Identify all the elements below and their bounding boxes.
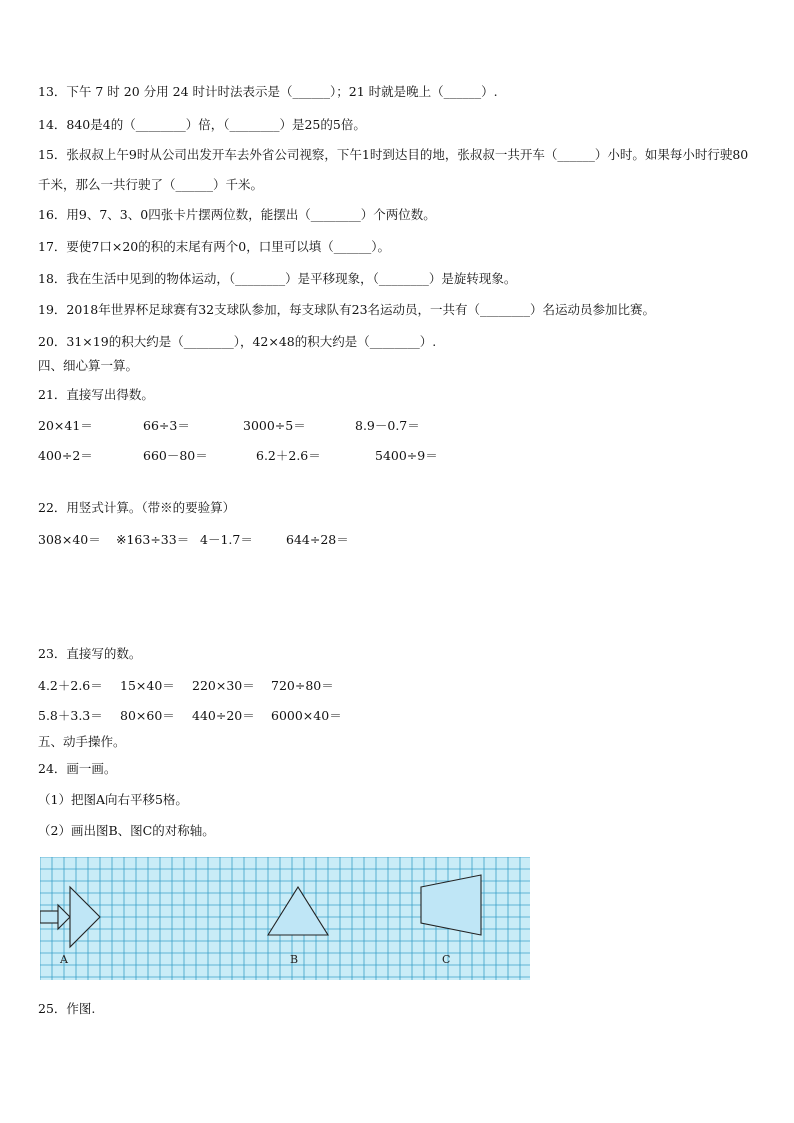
calc-item: 308×40＝ (38, 532, 101, 547)
calc-item: 720÷80＝ (271, 678, 334, 693)
calc-item: 15×40＝ (120, 678, 175, 693)
calc-item: 4－1.7＝ (200, 532, 253, 547)
calc-item: 4.2＋2.6＝ (38, 678, 103, 693)
calc-item: 644÷28＝ (286, 532, 349, 547)
calc-item: ※163÷33＝ (116, 532, 190, 547)
question-19: 19．2018年世界杯足球赛有32支球队参加，每支球队有23名运动员，一共有（________）名运动员参加比赛。 (38, 302, 656, 317)
calc-item: 80×60＝ (120, 708, 175, 723)
grid-figure (40, 857, 530, 980)
question-25: 25．作图. (38, 1001, 96, 1016)
question-18: 18．我在生活中见到的物体运动，（________）是平移现象，（________）是旋转现象。 (38, 271, 517, 286)
question-24-title: 24．画一画。 (38, 761, 117, 776)
section-4-heading: 四、细心算一算。 (38, 358, 139, 373)
question-16: 16．用9、7、3、0四张卡片摆两位数，能摆出（________）个两位数。 (38, 207, 436, 222)
calc-item: 20×41＝ (38, 418, 93, 433)
calc-item: 660－80＝ (143, 448, 208, 463)
question-23-title: 23．直接写的数。 (38, 646, 142, 661)
question-14: 14．840是4的（________）倍，（________）是25的5倍。 (38, 117, 366, 132)
calc-item: 66÷3＝ (143, 418, 190, 433)
question-24-sub-1: （1）把图A向右平移5格。 (38, 792, 188, 807)
calc-item: 3000÷5＝ (243, 418, 306, 433)
section-5-heading: 五、动手操作。 (38, 734, 126, 749)
calc-item: 5.8＋3.3＝ (38, 708, 103, 723)
figure-a-shaft (40, 911, 58, 923)
question-20: 20．31×19的积大约是（________），42×48的积大约是（________）. (38, 334, 437, 349)
question-17: 17．要使7口×20的积的末尾有两个0，口里可以填（______）。 (38, 239, 390, 254)
question-22-title: 22．用竖式计算。（带※的要验算） (38, 500, 236, 515)
figure-a-label: A (60, 953, 68, 966)
question-13: 13．下午 7 时 20 分用 24 时计时法表示是（______）；21 时就是晚上（______）. (38, 84, 498, 99)
calc-item: 220×30＝ (192, 678, 255, 693)
question-15: 15．张叔叔上午9时从公司出发开车去外省公司视察，下午1时到达目的地，张叔叔一共开车（______）小时。如果每小时行驶80千米，那么一共行驶了（______）千米。 (38, 147, 749, 192)
calc-item: 6000×40＝ (271, 708, 342, 723)
calc-item: 440÷20＝ (192, 708, 255, 723)
calc-item: 5400÷9＝ (375, 448, 438, 463)
question-24-sub-2: （2）画出图B、图C的对称轴。 (38, 823, 215, 838)
drawing-grid (40, 857, 530, 984)
question-21-title: 21．直接写出得数。 (38, 387, 154, 402)
calc-item: 6.2＋2.6＝ (256, 448, 321, 463)
figure-b-label: B (290, 953, 299, 966)
calc-item: 400÷2＝ (38, 448, 93, 463)
calc-item: 8.9－0.7＝ (355, 418, 420, 433)
figure-c-label: C (442, 953, 451, 966)
